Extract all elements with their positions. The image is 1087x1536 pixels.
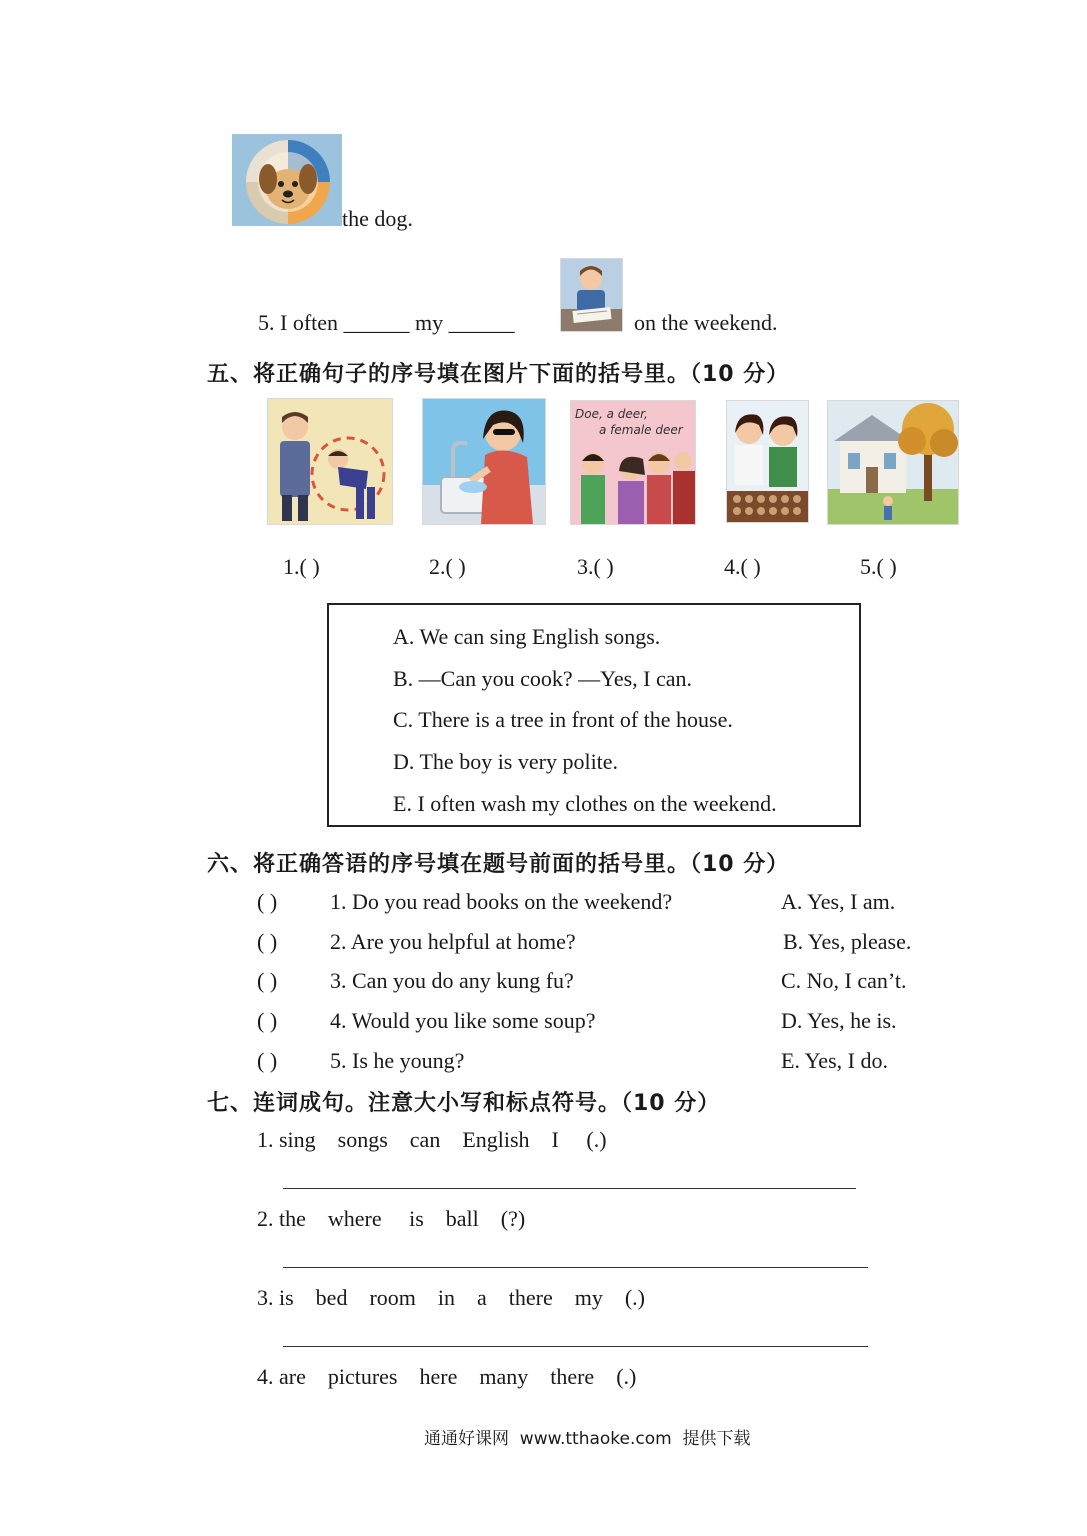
question-3-paren: ( ): [257, 968, 278, 993]
boy-reading-picture: [560, 258, 623, 332]
question-5-paren: ( ): [257, 1048, 278, 1073]
answer-b: B. Yes, please.: [783, 929, 912, 954]
question-4-paren: ( ): [257, 1008, 278, 1033]
picture-4-blank: 4.( ): [724, 554, 761, 579]
answer-a: A. Yes, I am.: [781, 889, 896, 914]
answer-e: E. Yes, I do.: [781, 1048, 888, 1073]
dog-puzzle-picture: [232, 134, 342, 226]
answer-line-3: [283, 1346, 868, 1347]
section-7-heading: 七、连词成句。注意大小写和标点符号。（10 分）: [207, 1091, 721, 1116]
section-5-heading: 五、将正确句子的序号填在图片下面的括号里。（10 分）: [207, 362, 790, 387]
question-5-text: 5. Is he young?: [330, 1048, 465, 1073]
question-2-paren: ( ): [257, 929, 278, 954]
picture-2-blank: 2.( ): [429, 554, 466, 579]
scramble-item-3: 3. is bed room in a there my (.): [257, 1285, 645, 1310]
answer-line-1: [283, 1188, 856, 1189]
question-2-text: 2. Are you helpful at home?: [330, 929, 576, 954]
item-5-sentence-start: 5. I often ______ my ______: [258, 310, 515, 335]
option-b: B. —Can you cook? —Yes, I can.: [393, 666, 693, 691]
song-caption-line-2: a female deer: [599, 423, 683, 437]
picture-5-blank: 5.( ): [860, 554, 897, 579]
children-singing-picture: [570, 400, 696, 525]
woman-washing-clothes-picture: [422, 398, 546, 525]
option-a: A. We can sing English songs.: [393, 624, 661, 649]
scramble-item-4: 4. are pictures here many there (.): [257, 1364, 637, 1389]
dog-item-text: the dog.: [342, 206, 413, 231]
scramble-item-2: 2. the where is ball (?): [257, 1206, 526, 1231]
section-6-heading: 六、将正确答语的序号填在题号前面的括号里。（10 分）: [207, 852, 790, 877]
item-5-sentence-end: on the weekend.: [634, 310, 778, 335]
page-footer: 通通好课网 www.tthaoke.com 提供下载: [424, 1429, 751, 1449]
scramble-item-1: 1. sing songs can English I (.): [257, 1127, 607, 1152]
picture-1-blank: 1.( ): [283, 554, 320, 579]
option-e: E. I often wash my clothes on the weekend.: [393, 791, 777, 816]
song-caption-line-1: Doe, a deer,: [575, 407, 648, 421]
house-and-tree-picture: [827, 400, 959, 525]
question-1-text: 1. Do you read books on the weekend?: [330, 889, 673, 914]
polite-boy-bowing-picture: [267, 398, 393, 525]
question-3-text: 3. Can you do any kung fu?: [330, 968, 574, 993]
picture-3-blank: 3.( ): [577, 554, 614, 579]
option-c: C. There is a tree in front of the house.: [393, 707, 733, 732]
question-4-text: 4. Would you like some soup?: [330, 1008, 596, 1033]
answer-line-2: [283, 1267, 868, 1268]
girls-cooking-picture: [726, 400, 809, 523]
option-d: D. The boy is very polite.: [393, 749, 619, 774]
answer-d: D. Yes, he is.: [781, 1008, 897, 1033]
answer-c: C. No, I can’t.: [781, 968, 907, 993]
question-1-paren: ( ): [257, 889, 278, 914]
